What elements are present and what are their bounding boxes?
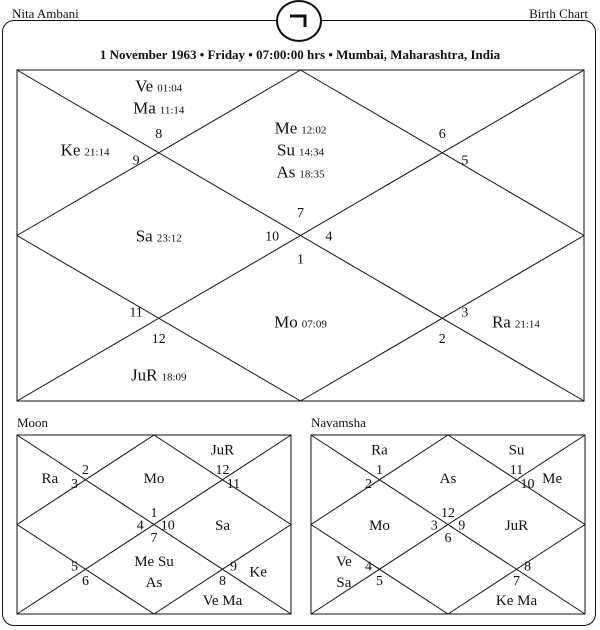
moon-planet-name: Mo <box>143 471 165 488</box>
navamsha-planet-name: Sa <box>336 574 352 591</box>
moon-sign-number: 4 <box>136 518 144 534</box>
birth-sign-number: 8 <box>155 126 163 142</box>
moon-sign-number: 2 <box>82 462 89 478</box>
birth-sign-number: 12 <box>151 332 166 348</box>
moon-planet-name: Ra <box>41 471 59 488</box>
navamsha-planet-name: JuR <box>504 517 529 534</box>
moon-planet-name: Ke <box>249 564 267 581</box>
birth-planet-name: Su <box>276 140 295 160</box>
navamsha-sign-number: 5 <box>376 573 383 589</box>
navamsha-planet <box>336 575 351 591</box>
navamsha-planet <box>440 471 457 487</box>
navamsha-sign-number: 9 <box>458 518 466 534</box>
birth-planet-name: Sa <box>135 226 153 246</box>
moon-sign-number: 12 <box>215 462 230 478</box>
moon-sign-number: 8 <box>219 573 226 589</box>
native-name: Nita Ambani <box>12 6 79 21</box>
birth-sign-number: 5 <box>461 153 469 169</box>
birth-sign-number: 6 <box>438 126 446 142</box>
navamsha-planet <box>369 518 390 534</box>
navamsha-sign-number: 7 <box>513 573 520 589</box>
birth-planet-name: JuR <box>130 365 158 385</box>
moon-sign-number: 3 <box>71 477 79 493</box>
moon-sign-number: 9 <box>229 559 237 575</box>
birth-planet-degree: 01:04 <box>157 82 183 95</box>
navamsha-planet-name: Mo <box>369 517 390 534</box>
moon-chart-label: Moon <box>17 415 49 430</box>
navamsha-planet <box>509 443 525 459</box>
navamsha-sign-number: 4 <box>365 559 373 575</box>
moon-planet-name: Ve Ma <box>202 592 243 609</box>
navamsha-planet-name: Su <box>508 442 525 459</box>
navamsha-planet-name: Ke Ma <box>495 592 538 609</box>
moon-planet-name: Me Su <box>134 553 174 570</box>
birth-planet-degree: 12:02 <box>301 124 327 137</box>
navamsha-sign-number: 12 <box>441 505 455 521</box>
navamsha-planet-name: Ra <box>371 442 388 459</box>
birth-planet-name: Ve <box>135 76 154 96</box>
moon-sign-number: 7 <box>150 530 158 546</box>
birth-planet-name: Mo <box>274 312 298 332</box>
moon-planet-name: JuR <box>210 442 235 459</box>
birth-sign-number: 1 <box>297 252 304 268</box>
birth-planet-degree: 07:09 <box>301 318 327 331</box>
navamsha-planet <box>505 518 528 534</box>
birth-planet-name: Ra <box>491 312 511 332</box>
navamsha-sign-number: 8 <box>523 559 531 575</box>
moon-sign-number: 11 <box>226 477 241 493</box>
moon-planet-name: As <box>145 574 163 591</box>
birth-sign-number: 7 <box>297 206 304 222</box>
birth-planet-degree: 21:14 <box>84 146 110 159</box>
birth-planet-name: Me <box>274 118 298 138</box>
birth-planet-degree: 18:09 <box>161 371 187 384</box>
birth-sign-number: 11 <box>129 305 143 321</box>
navamsha-sign-number: 11 <box>509 462 524 478</box>
birth-sign-number: 10 <box>265 229 280 245</box>
birth-planet-name: Ma <box>133 98 156 118</box>
navamsha-chart-label: Navamsha <box>311 415 366 430</box>
navamsha-sign-number: 10 <box>520 477 535 493</box>
birth-planet-degree: 14:34 <box>298 146 325 159</box>
birth-planet-degree: 23:12 <box>156 232 182 245</box>
navamsha-planet-name: Ve <box>335 553 352 570</box>
moon-sign-number: 6 <box>82 573 89 589</box>
birth-sign-number: 9 <box>132 153 140 169</box>
navamsha-planet-name: Me <box>542 471 563 488</box>
birth-planet-degree: 21:14 <box>514 318 540 331</box>
moon-planet-name: Sa <box>215 517 230 534</box>
navamsha-sign-number: 2 <box>365 477 373 493</box>
birth-planet-degree: 11:14 <box>159 104 185 117</box>
navamsha-planet <box>542 471 562 487</box>
navamsha-sign-number: 3 <box>430 518 438 534</box>
birth-planet-degree: 18:35 <box>299 168 325 181</box>
birth-planet-name: Ke <box>60 140 81 160</box>
navamsha-sign-number: 6 <box>444 530 452 546</box>
birth-sign-number: 3 <box>461 305 469 321</box>
birth-details: 1 November 1963 • Friday • 07:00:00 hrs • Mumbai, Maharashtra, India <box>99 47 501 62</box>
birth-sign-number: 4 <box>325 229 333 245</box>
birth-planet-name: As <box>276 162 296 182</box>
chart-type-label: Birth Chart <box>529 6 588 21</box>
moon-sign-number: 10 <box>160 518 175 534</box>
navamsha-planet <box>496 593 538 609</box>
navamsha-sign-number: 1 <box>376 462 383 478</box>
birth-sign-number: 2 <box>438 332 446 348</box>
moon-sign-number: 1 <box>150 505 158 521</box>
navamsha-planet <box>336 554 352 570</box>
navamsha-planet-name: As <box>439 471 457 488</box>
moon-sign-number: 5 <box>71 559 79 575</box>
navamsha-planet <box>371 443 388 459</box>
